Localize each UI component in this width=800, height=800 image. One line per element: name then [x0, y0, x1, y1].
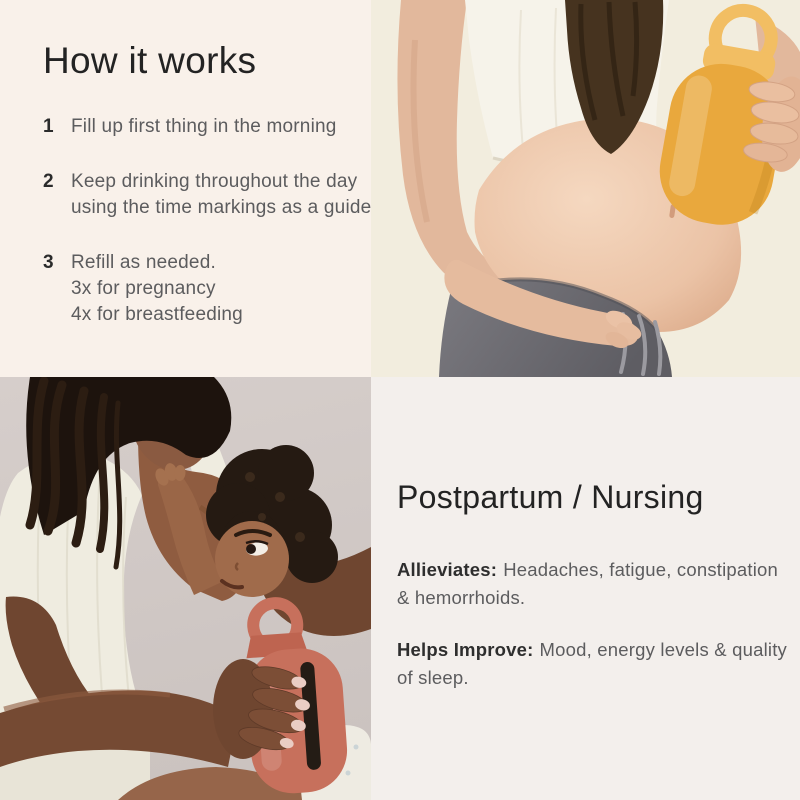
step-item-2: [43, 169, 372, 221]
postpartum-title: Postpartum / Nursing: [397, 479, 704, 515]
step-text: Keep drinking throughout the day: [71, 170, 358, 192]
step-number: 3: [43, 251, 54, 273]
how-it-works-panel: [0, 0, 371, 377]
step-number: 1: [43, 115, 54, 137]
postpartum-panel: [371, 377, 800, 800]
benefits-list: [397, 556, 790, 692]
step-item-1: [43, 114, 357, 140]
benefit-label: Helps Improve:: [397, 638, 534, 660]
step-number: 2: [43, 170, 54, 192]
benefit-alleviates: [397, 556, 790, 612]
step-text: Fill up first thing in the morning: [71, 115, 337, 137]
step-text: using the time markings as a guide: [71, 196, 372, 218]
step-text: 4x for breastfeeding: [71, 303, 243, 325]
benefit-text: Mood, energy levels & quality: [539, 638, 788, 660]
pregnancy-photo-illustration: [371, 0, 800, 377]
nursing-photo: [0, 377, 371, 800]
how-it-works-title: How it works: [43, 40, 257, 81]
step-text: 3x for pregnancy: [71, 277, 216, 299]
benefit-label: Allieviates:: [397, 558, 498, 580]
benefit-text: Headaches, fatigue, constipation: [503, 558, 779, 580]
step-item-3: [43, 250, 357, 328]
step-text: Refill as needed.: [71, 251, 216, 273]
benefit-helps-improve: [397, 636, 790, 692]
benefit-text: & hemorrhoids.: [397, 586, 526, 608]
pregnancy-photo: [371, 0, 800, 377]
benefit-text: of sleep.: [397, 666, 469, 688]
nursing-photo-illustration: [0, 377, 371, 800]
steps-list: [43, 114, 372, 328]
